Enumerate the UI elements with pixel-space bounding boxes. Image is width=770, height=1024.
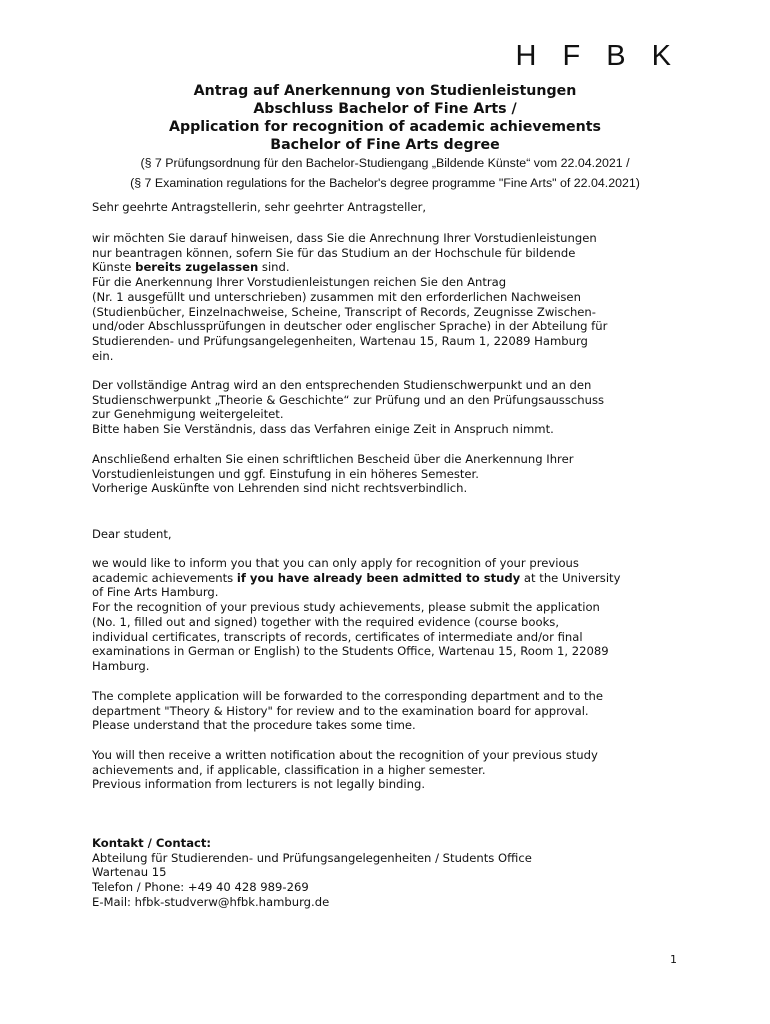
document-title [0,82,770,154]
regulation-reference-german: (§ 7 Prüfungsordnung für den Bachelor-Studiengang „Bildende Künste“ vom 22.04.2021 / [140,156,630,170]
text-line: (No. 1, filled out and signed) together with the required evidence (course books, [92,614,560,629]
text-line: nur beantragen können, sofern Sie für das Studium an der Hochschule für bildende [92,245,576,260]
title-line-german-1: Antrag auf Anerkennung von Studienleistungen [193,83,577,99]
text-line: department "Theory & History" for review and to the examination board for approval. [92,703,589,718]
text-line: wir möchten Sie darauf hinweisen, dass Sie die Anrechnung Ihrer Vorstudienleistungen [92,231,597,245]
text-line: Bitte haben Sie Verständnis, dass das Verfahren einige Zeit in Anspruch nimmt. [92,422,554,437]
text-segment: Künste [92,260,136,275]
english-paragraph-3 [92,748,692,792]
text-line: (Studienbücher, Einzelnachweise, Scheine, Transcript of Records, Zeugnisse Zwischen- [92,304,596,319]
text-line: Vorstudienleistungen und ggf. Einstufung in ein höheres Semester. [92,466,479,481]
hfbk-logo: H F B K [515,40,680,72]
salutation-text: Sehr geehrte Antragstellerin, sehr geehrter Antragsteller, [92,200,427,214]
text-line: individual certificates, transcripts of records, certificates of intermediate and/or final [92,629,583,644]
text-line: Vorherige Auskünfte von Lehrenden sind nicht rechtsverbindlich. [92,481,468,496]
text-line: Please understand that the procedure takes some time. [92,718,416,733]
title-line-german-2: Abschluss Bachelor of Fine Arts / [253,101,517,117]
text-line: You will then receive a written notification about the recognition of your previous study [92,748,598,762]
page-number: 1 [670,953,677,966]
text-line [92,260,692,275]
text-line: Hamburg. [92,658,150,673]
text-line: we would like to inform you that you can only apply for recognition of your previous [92,556,579,570]
text-line: achievements and, if applicable, classification in a higher semester. [92,762,486,777]
emphasis-text: bereits zugelassen [135,260,259,275]
text-line: Für die Anerkennung Ihrer Vorstudienleistungen reichen Sie den Antrag [92,275,507,290]
regulation-reference [0,153,770,193]
text-segment: at the University [520,570,621,585]
text-line [92,571,692,586]
text-line: Anschließend erhalten Sie einen schriftlichen Bescheid über die Anerkennung Ihrer [92,452,574,466]
english-paragraph-2 [92,689,692,733]
text-line: Der vollständige Antrag wird an den entsprechenden Studienschwerpunkt und an den [92,378,592,392]
text-line: Studierenden- und Prüfungsangelegenheiten, Wartenau 15, Raum 1, 22089 Hamburg [92,333,588,348]
german-paragraph-3 [92,452,692,496]
text-line: For the recognition of your previous study achievements, please submit the application [92,600,600,615]
contact-phone: Telefon / Phone: +49 40 428 989-269 [92,880,309,895]
german-paragraph-1 [92,231,692,363]
contact-department: Abteilung für Studierenden- und Prüfungsangelegenheiten / Students Office [92,850,532,865]
text-line: Studienschwerpunkt „Theorie & Geschichte“ zur Prüfung und an den Prüfungsausschuss [92,392,605,407]
salutation-text: Dear student, [92,527,172,541]
contact-block [92,836,692,910]
text-line: of Fine Arts Hamburg. [92,585,219,600]
title-line-english-1: Application for recognition of academic achievements [169,119,601,135]
text-line: zur Genehmigung weitergeleitet. [92,407,284,422]
contact-heading: Kontakt / Contact: [92,836,212,850]
text-line: The complete application will be forwarded to the corresponding department and to the [92,689,604,703]
contact-email: E-Mail: hfbk-studverw@hfbk.hamburg.de [92,894,330,909]
contact-street: Wartenau 15 [92,865,167,880]
english-paragraph-1 [92,556,692,674]
english-salutation [92,527,692,542]
german-paragraph-2 [92,378,692,437]
text-segment: academic achievements [92,570,237,585]
text-line: examinations in German or English) to the Students Office, Wartenau 15, Room 1, 22089 [92,644,609,659]
text-segment: sind. [258,260,290,275]
title-line-english-2: Bachelor of Fine Arts degree [270,137,500,153]
text-line: ein. [92,348,114,363]
text-line: (Nr. 1 ausgefüllt und unterschrieben) zusammen mit den erforderlichen Nachweisen [92,289,581,304]
german-salutation [92,200,692,215]
regulation-reference-english: (§ 7 Examination regulations for the Bachelor's degree programme "Fine Arts" of 22.04.2021) [130,176,640,190]
emphasis-text: if you have already been admitted to study [236,570,521,585]
text-line: und/oder Abschlussprüfungen in deutscher oder englischer Sprache) in der Abteilung für [92,319,608,334]
text-line: Previous information from lecturers is not legally binding. [92,777,426,792]
